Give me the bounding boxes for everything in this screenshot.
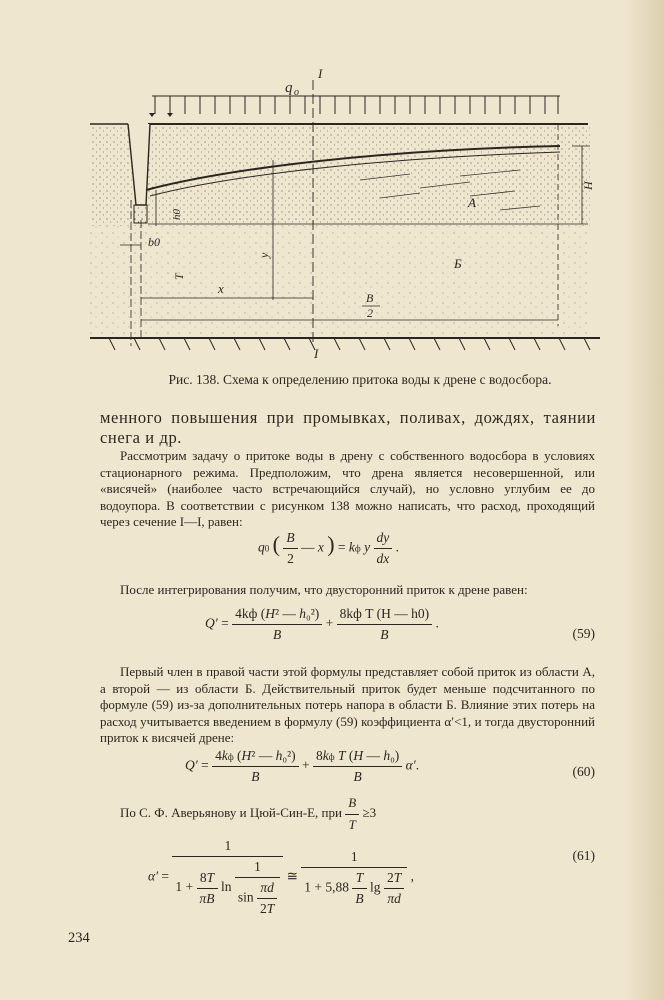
label-I-bottom: I: [314, 346, 319, 361]
label-B-half-den: 2: [367, 306, 373, 320]
label-I-top: I: [318, 66, 323, 81]
equation-number-60: (60): [572, 764, 595, 779]
label-y: y: [257, 252, 271, 258]
paragraph-continuation: менного повышения при промывках, поливах, дождях, таянии снега и др.: [100, 408, 596, 447]
label-x: x: [218, 281, 224, 296]
paragraph-problem-statement: Рассмотрим задачу о притоке воды в дрену с собственного водосбора в условиях стационарного режима. Предположим, что дрена является несовершенной, или «висячей» (наиболее часто встречающийся случай), но условно углубим ее до водоупора. В соответствии с рисунком 138 можно написать, что расход, проходящий через сечение I—I, равен:: [100, 448, 595, 529]
label-A: A: [468, 195, 476, 210]
drain-scheme-figure: [0, 0, 664, 370]
load-arrows: [152, 96, 560, 114]
equation-number-59: (59): [572, 626, 595, 641]
equation-59: Q′ = 4kф (H² — h₀²) B + 8kф T (H — h0) B .: [205, 606, 439, 642]
label-H: H: [581, 181, 595, 190]
equation-number-61: (61): [572, 848, 595, 863]
label-h0: h0: [171, 209, 183, 220]
equation-flow-section: q0 ( $\frac{B}{2}$ — x ) = kф y $\frac{dy}{dx}$ .: [258, 530, 399, 566]
equation-60: Q′ = 4kф (H² — h₀²) B + 8kф T (H — h₀) B α′.: [185, 748, 420, 784]
page-number: 234: [68, 930, 90, 946]
label-b0: b0: [148, 235, 160, 249]
equation-61: α′ = 1 1 + $\frac{8T}{\pi B}$ ln 1 sin $\frac{\pi d}{2T}$ ≅ 1 1 + 5,88 $\frac{T}{B}$ lg $\frac{2T}{\pi d}$ ,: [148, 838, 414, 916]
label-T: T: [172, 273, 186, 280]
paragraph-averyanov: По С. Ф. Аверьянову и Цюй-Син-Е, при $\frac{B}{T}$ ≥3: [120, 795, 377, 832]
soil-upper: [90, 126, 590, 226]
paragraph-area-losses: Первый член в правой части этой формулы представляет собой приток из области А, а второй — из области Б. Действительный приток будет меньше подсчитанного по формуле (59) из-за дополнительных потерь напора в области Б. Влияние этих потерь на расход учитывается введением в формулу (59) коэффициента α′<1, и тогда двусторонний приток к висячей дрене:: [100, 664, 595, 745]
label-B-half-num: B: [366, 291, 374, 305]
figure-caption: Рис. 138. Схема к определению притока воды к дрене с водосбора.: [168, 372, 552, 387]
label-q0: q: [285, 80, 293, 96]
paragraph-integration: После интегрирования получим, что двусторонний приток к дрене равен:: [120, 582, 528, 597]
label-B: Б: [454, 256, 462, 271]
page-edge-shadow: [624, 0, 664, 1000]
soil-lower: [90, 226, 590, 336]
label-q0-sub: o: [294, 87, 299, 98]
